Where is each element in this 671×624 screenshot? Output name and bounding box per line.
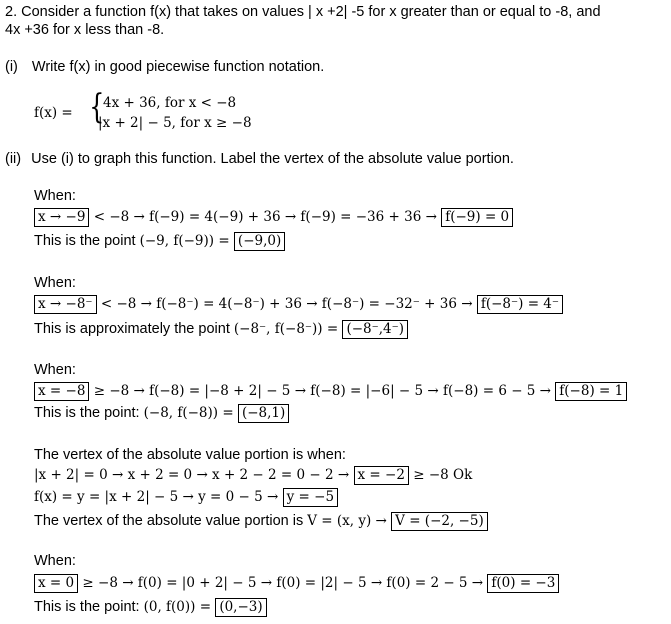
- part-i-text: Write f(x) in good piecewise function notation.: [31, 59, 325, 75]
- piecewise-lhs: f(x) =: [34, 105, 73, 121]
- w2-point-line: [34, 320, 408, 339]
- w1-point-line: [34, 232, 285, 251]
- w1-calc: < −8 → f(−9) = 4(−9) + 36 → f(−9) = −36 + 36 →: [89, 209, 442, 225]
- w4-calc: ≥ −8 → f(0) = |0 + 2| − 5 → f(0) = |2| − 5 → f(0) = 2 − 5 →: [78, 575, 488, 591]
- piecewise-brace: {: [89, 87, 105, 127]
- w2-box-result: f(−8⁻) = 4⁻: [477, 295, 563, 314]
- w3-point-box: (−8,1): [238, 404, 289, 423]
- w3-point-line: [34, 404, 289, 423]
- w4-point-line: [34, 598, 267, 617]
- w2-when: When:: [34, 275, 76, 291]
- w4-point-box: (0,−3): [215, 598, 266, 617]
- vertex-summary-prefix: The vertex of the absolute value portion is: [34, 513, 308, 529]
- part-ii-label: (ii): [5, 151, 22, 167]
- part-ii-text: Use (i) to graph this function. Label the vertex of the absolute value portion.: [31, 151, 514, 167]
- part-ii-heading: [5, 150, 514, 168]
- piecewise-case-2: |x + 2| − 5, for x ≥ −8: [98, 115, 252, 131]
- w2-calc: < −8 → f(−8⁻) = 4(−8⁻) + 36 → f(−8⁻) = −32⁻ + 36 →: [96, 296, 477, 312]
- w1-calc-line: [34, 208, 513, 227]
- w1-point-math: (−9, f(−9)) =: [139, 233, 234, 249]
- vertex-calc-line-2: [34, 488, 338, 507]
- w4-box-result: f(0) = −3: [487, 574, 559, 593]
- piecewise-case-1: 4x + 36, for x < −8: [103, 95, 237, 111]
- w4-point-math: (0, f(0)) =: [143, 599, 216, 615]
- w3-point-math: (−8, f(−8)) =: [143, 405, 238, 421]
- vertex-calc1: |x + 2| = 0 → x + 2 = 0 → x + 2 − 2 = 0 − 2 →: [34, 467, 354, 483]
- w4-box-input: x = 0: [34, 574, 78, 593]
- problem-line-2: 4x +36 for x less than -8.: [5, 22, 165, 38]
- w1-box-input: x → −9: [34, 208, 89, 227]
- w4-when: When:: [34, 553, 76, 569]
- part-i-label: (i): [5, 59, 18, 75]
- vertex-calc1-tail: ≥ −8 Ok: [408, 467, 473, 483]
- part-i-heading: [5, 58, 324, 76]
- w3-calc-line: [34, 382, 627, 401]
- w4-calc-line: [34, 574, 559, 593]
- vertex-summary-line: [34, 512, 488, 531]
- w2-box-input: x → −8⁻: [34, 295, 97, 314]
- vertex-intro: The vertex of the absolute value portion is when:: [34, 447, 346, 463]
- w1-box-result: f(−9) = 0: [441, 208, 513, 227]
- w3-when: When:: [34, 362, 76, 378]
- w1-when: When:: [34, 188, 76, 204]
- w2-point-box: (−8⁻,4⁻): [342, 320, 408, 339]
- w2-point-math: (−8⁻, f(−8⁻)) =: [233, 321, 343, 337]
- w1-point-prefix: This is the point: [34, 233, 140, 249]
- w2-calc-line: [34, 295, 563, 314]
- vertex-calc-line-1: [34, 466, 472, 485]
- problem-line-1: 2. Consider a function f(x) that takes on values | x +2| -5 for x greater than or equal to -8, and: [5, 4, 601, 20]
- w4-point-prefix: This is the point:: [34, 599, 144, 615]
- vertex-summary-box: V = (−2, −5): [391, 512, 488, 531]
- vertex-box-y: y = −5: [283, 488, 338, 507]
- w2-point-prefix: This is approximately the point: [34, 321, 234, 337]
- w3-point-prefix: This is the point:: [34, 405, 144, 421]
- vertex-summary-math: V = (x, y) →: [307, 513, 392, 529]
- w3-calc: ≥ −8 → f(−8) = |−8 + 2| − 5 → f(−8) = |−6| − 5 → f(−8) = 6 − 5 →: [89, 383, 556, 399]
- vertex-box-x: x = −2: [354, 466, 409, 485]
- w1-point-box: (−9,0): [234, 232, 285, 251]
- w3-box-input: x = −8: [34, 382, 89, 401]
- vertex-calc2: f(x) = y = |x + 2| − 5 → y = 0 − 5 →: [34, 489, 283, 505]
- w3-box-result: f(−8) = 1: [555, 382, 627, 401]
